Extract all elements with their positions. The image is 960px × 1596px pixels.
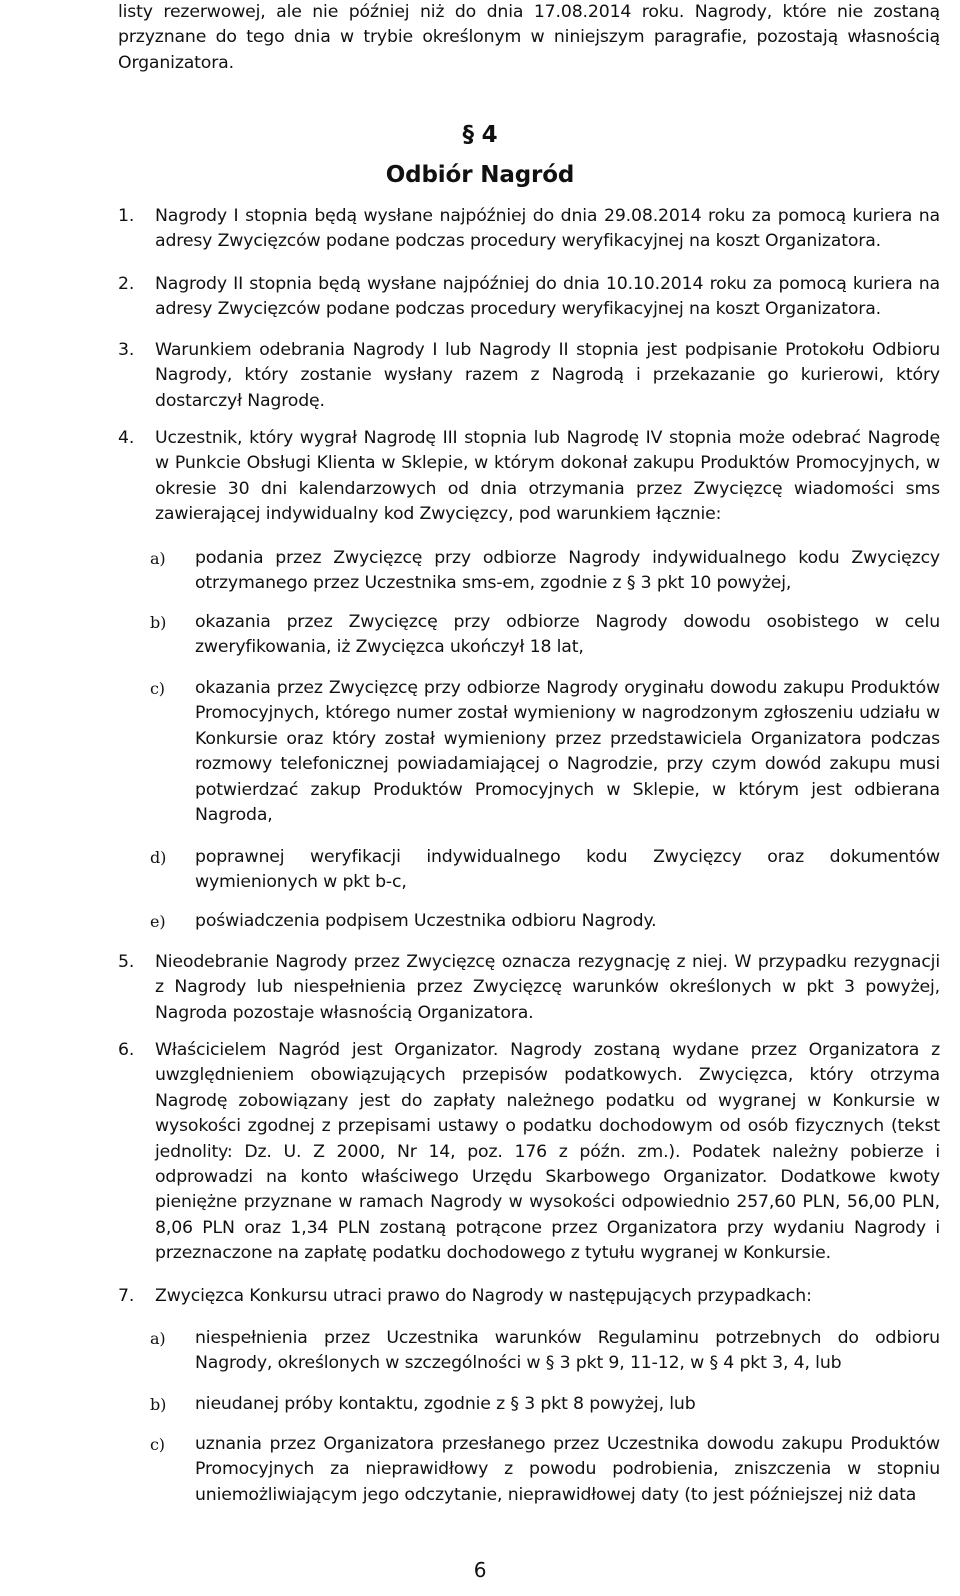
sub-item-label: a) <box>150 549 166 568</box>
sub-item-text: poprawnej weryfikacji indywidualnego kodu Zwycięzcy oraz dokumentów wymienionych w pkt b-c, <box>195 847 940 893</box>
sub-item-label: a) <box>150 1329 166 1348</box>
item-text: Nagrody I stopnia będą wysłane najpóźniej do dnia 29.08.2014 roku za pomocą kuriera na adresy Zwycięzców podane podczas procedury weryfikacyjnej na koszt Organizatora. <box>155 206 940 252</box>
item-text: Nieodebranie Nagrody przez Zwycięzcę oznacza rezygnację z niej. W przypadku rezygnacji z Nagrody lub niespełnienia przez Zwycięzcę warunków określonych w pkt 3 powyżej, Nagroda pozostaje własnością Organizatora. <box>155 952 940 1023</box>
sub-item-label: b) <box>150 613 167 632</box>
sub-item-text: okazania przez Zwycięzcę przy odbiorze Nagrody dowodu osobistego w celu zweryfikowania, iż Zwycięzca ukończył 18 lat, <box>195 612 940 658</box>
item-text: Zwycięzca Konkursu utraci prawo do Nagrody w następujących przypadkach: <box>155 1286 812 1306</box>
sub-item-text: uznania przez Organizatora przesłanego przez Uczestnika dowodu zakupu Produktów Promocyjnych za nieprawidłowy z powodu podrobienia, zniszczenia w stopniu uniemożliwiającym jego odczytanie, nieprawidłowej daty (to jest późniejszej niż data <box>195 1434 940 1505</box>
sub-item-label: e) <box>150 912 166 931</box>
sub-item-label: c) <box>150 1435 165 1454</box>
item-number: 4. <box>118 428 135 448</box>
sub-item-label: c) <box>150 679 165 698</box>
sub-item-label: d) <box>150 848 167 867</box>
sub-item-text: podania przez Zwycięzcę przy odbiorze Nagrody indywidualnego kodu Zwycięzcy otrzymanego przez Uczestnika sms-em, zgodnie z § 3 pkt 10 powyżej, <box>195 548 940 594</box>
item-number: 7. <box>118 1286 135 1306</box>
sub-item-text: nieudanej próby kontaktu, zgodnie z § 3 pkt 8 powyżej, lub <box>195 1394 696 1414</box>
section-number: § 4 <box>462 122 498 148</box>
item-text: Nagrody II stopnia będą wysłane najpóźniej do dnia 10.10.2014 roku za pomocą kuriera na adresy Zwycięzców podane podczas procedury weryfikacyjnej na koszt Organizatora. <box>155 274 940 320</box>
item-text: Warunkiem odebrania Nagrody I lub Nagrody II stopnia jest podpisanie Protokołu Odbioru Nagrody, który zostanie wysłany razem z Nagrodą i przekazanie go kurierowi, który dostarczył Nagrodę. <box>155 340 940 411</box>
item-text: Uczestnik, który wygrał Nagrodę III stopnia lub Nagrodę IV stopnia może odebrać Nagrodę w Punkcie Obsługi Klienta w Sklepie, w którym dokonał zakupu Produktów Promocyjnych, w okresie 30 dni kalendarzowych od dnia otrzymania przez Zwycięzcę wiadomości sms zawierającej indywidualny kod Zwycięzcy, pod warunkiem łącznie: <box>155 428 940 525</box>
item-number: 6. <box>118 1040 135 1060</box>
section-title: Odbiór Nagród <box>385 162 575 188</box>
item-number: 5. <box>118 952 135 972</box>
page-number: 6 <box>473 1558 487 1582</box>
item-text: Właścicielem Nagród jest Organizator. Nagrody zostaną wydane przez Organizatora z uwzględnieniem obowiązujących przepisów podatkowych. Zwycięzca, który otrzyma Nagrodę zobowiązany jest do zapłaty należnego podatku od wygranej w Konkursie w wysokości zgodnej z przepisami ustawy o podatku dochodowym od osób fizycznych (tekst jednolity: Dz. U. Z 2000, Nr 14, poz. 176 z późn. zm.). Podatek należny pobierze i odprowadzi na konto właściwego Urzędu Skarbowego Organizator. Dodatkowe kwoty pieniężne przyznane w ramach Nagrody w wysokości odpowiednio 257,60 PLN, 56,00 PLN, 8,06 PLN oraz 1,34 PLN zostaną potrącone przez Organizatora przy wydaniu Nagrody i przeznaczone na zapłatę podatku dochodowego z tytułu wygranej w Konkursie. <box>155 1040 940 1264</box>
sub-item-text: okazania przez Zwycięzcę przy odbiorze Nagrody oryginału dowodu zakupu Produktów Promocyjnych, którego numer został wymieniony w nagrodzonym zgłoszeniu udziału w Konkursie oraz który został wymieniony przez przedstawiciela Organizatora podczas rozmowy telefonicznej powiadamiającej o Nagrodzie, przy czym dowód zakupu musi potwierdzać zakup Produktów Promocyjnych w Sklepie, w którym jest odbierana Nagroda, <box>195 678 940 826</box>
item-number: 2. <box>118 274 135 294</box>
item-number: 1. <box>118 206 135 226</box>
sub-item-label: b) <box>150 1395 167 1414</box>
sub-item-text: niespełnienia przez Uczestnika warunków Regulaminu potrzebnych do odbioru Nagrody, określonych w szczególności w § 3 pkt 9, 11-12, w § 4 pkt 3, 4, lub <box>195 1328 940 1374</box>
intro-paragraph: listy rezerwowej, ale nie później niż do dnia 17.08.2014 roku. Nagrody, które nie zostaną przyznane do tego dnia w trybie określonym w niniejszym paragrafie, pozostają własnością Organizatora. <box>118 2 940 73</box>
item-number: 3. <box>118 340 135 360</box>
sub-item-text: poświadczenia podpisem Uczestnika odbioru Nagrody. <box>195 911 657 931</box>
